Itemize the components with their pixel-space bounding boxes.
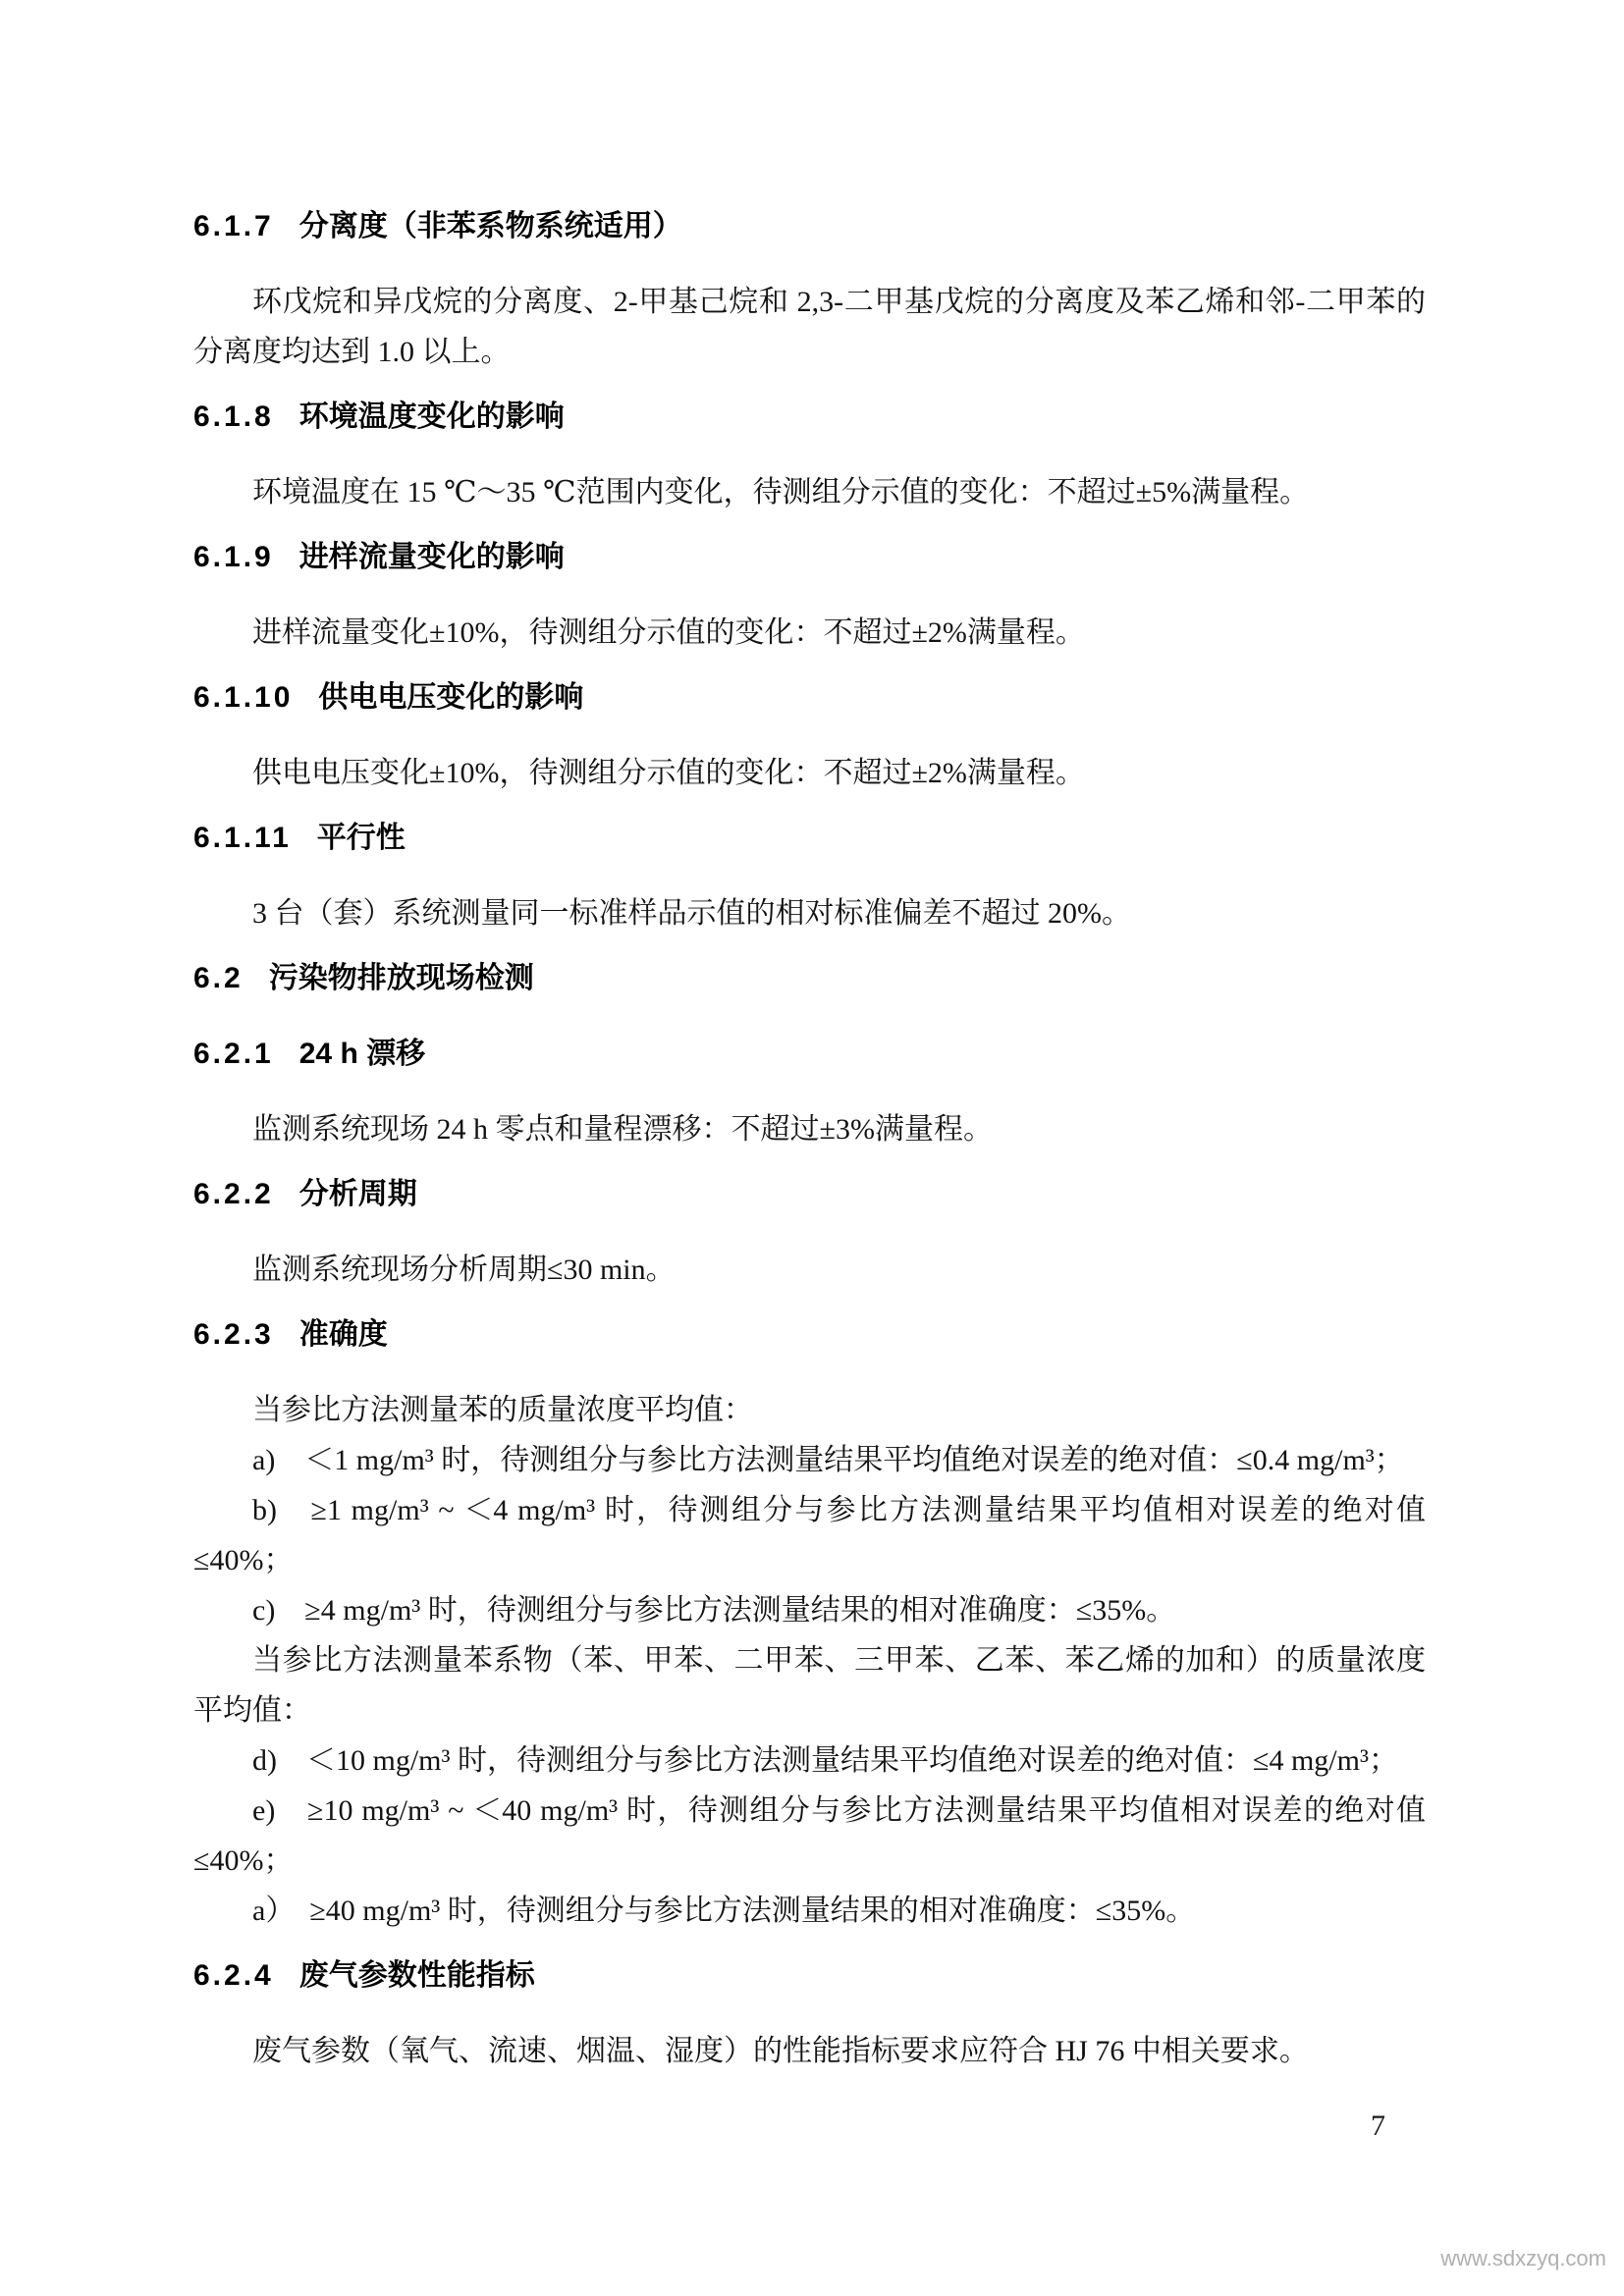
- heading-number: 6.1.8: [193, 400, 274, 433]
- heading-6-1-10: [193, 672, 1426, 722]
- heading-6-2: [193, 953, 1426, 1003]
- para-accuracy-btex-intro: 当参比方法测量苯系物（苯、甲苯、二甲苯、三甲苯、乙苯、苯乙烯的加和）的质量浓度平均值：: [193, 1644, 1426, 1727]
- heading-title: 污染物排放现场检测: [268, 962, 534, 994]
- heading-number: 6.2.4: [193, 1959, 274, 1992]
- para-supply-voltage: 供电电压变化±10%，待测组分示值的变化：不超过±2%满量程。: [252, 757, 1085, 789]
- heading-number: 6.1.10: [193, 681, 294, 714]
- para-separation-requirement: 环戊烷和异戊烷的分离度、2-甲基己烷和 2,3-二甲基戊烷的分离度及苯乙烯和邻-二甲苯的分离度均达到 1.0 以上。: [193, 286, 1426, 368]
- heading-number: 6.2.1: [193, 1038, 274, 1070]
- heading-title: 废气参数性能指标: [298, 1959, 535, 1992]
- heading-title: 分离度（非苯系物系统适用）: [298, 210, 682, 242]
- heading-title: 环境温度变化的影响: [298, 400, 565, 433]
- heading-title: 24 h 漂移: [298, 1038, 426, 1070]
- heading-number: 6.2: [193, 962, 244, 994]
- heading-6-2-3: [193, 1309, 1426, 1360]
- para-24h-drift: 监测系统现场 24 h 零点和量程漂移：不超过±3%满量程。: [252, 1113, 993, 1146]
- heading-6-2-1: [193, 1029, 1426, 1079]
- heading-number: 6.1.9: [193, 541, 274, 573]
- heading-title: 进样流量变化的影响: [298, 541, 565, 573]
- heading-title: 供电电压变化的影响: [318, 681, 584, 714]
- heading-6-2-4: [193, 1950, 1426, 2001]
- heading-title: 准确度: [298, 1318, 388, 1351]
- list-item-d: d) ＜10 mg/m³ 时，待测组分与参比方法测量结果平均值绝对误差的绝对值：≤4 mg/m³；: [252, 1744, 1398, 1777]
- para-analysis-cycle: 监测系统现场分析周期≤30 min。: [252, 1254, 676, 1286]
- heading-number: 6.2.2: [193, 1178, 274, 1210]
- heading-number: 6.1.11: [193, 822, 292, 854]
- para-sample-flow: 进样流量变化±10%，待测组分示值的变化：不超过±2%满量程。: [252, 616, 1085, 649]
- list-item-c: c) ≥4 mg/m³ 时，待测组分与参比方法测量结果的相对准确度：≤35%。: [252, 1594, 1176, 1627]
- heading-title: 分析周期: [298, 1178, 417, 1210]
- list-item-b: b) ≥1 mg/m³ ~ ＜4 mg/m³ 时，待测组分与参比方法测量结果平均值相对误差的绝对值≤40%；: [193, 1494, 1426, 1576]
- list-item-e: e) ≥10 mg/m³ ~ ＜40 mg/m³ 时，待测组分与参比方法测量结果平均值相对误差的绝对值≤40%；: [193, 1794, 1426, 1877]
- heading-6-2-2: [193, 1169, 1426, 1219]
- para-parallelism: 3 台（套）系统测量同一标准样品示值的相对标准偏差不超过 20%。: [252, 897, 1131, 930]
- para-ambient-temperature: 环境温度在 15 ℃～35 ℃范围内变化，待测组分示值的变化：不超过±5%满量程。: [252, 476, 1310, 508]
- page-number: 7: [1371, 2109, 1385, 2142]
- document-content: [193, 187, 1426, 2076]
- heading-6-1-8: [193, 392, 1426, 442]
- para-accuracy-benzene-intro: 当参比方法测量苯的质量浓度平均值：: [252, 1394, 753, 1426]
- heading-6-1-7: [193, 201, 1426, 251]
- heading-title: 平行性: [316, 822, 406, 854]
- heading-6-1-11: [193, 813, 1426, 863]
- heading-number: 6.2.3: [193, 1318, 274, 1351]
- list-item-a: a) ＜1 mg/m³ 时，待测组分与参比方法测量结果平均值绝对误差的绝对值：≤0.4 mg/m³；: [252, 1444, 1404, 1476]
- para-flue-gas-parameters: 废气参数（氧气、流速、烟温、湿度）的性能指标要求应符合 HJ 76 中相关要求。: [252, 2035, 1309, 2067]
- list-item-a2: a） ≥40 mg/m³ 时，待测组分与参比方法测量结果的相对准确度：≤35%。: [252, 1895, 1196, 1927]
- watermark-text: www.sdxzyq.com: [1440, 2246, 1606, 2270]
- heading-number: 6.1.7: [193, 210, 274, 242]
- heading-6-1-9: [193, 532, 1426, 582]
